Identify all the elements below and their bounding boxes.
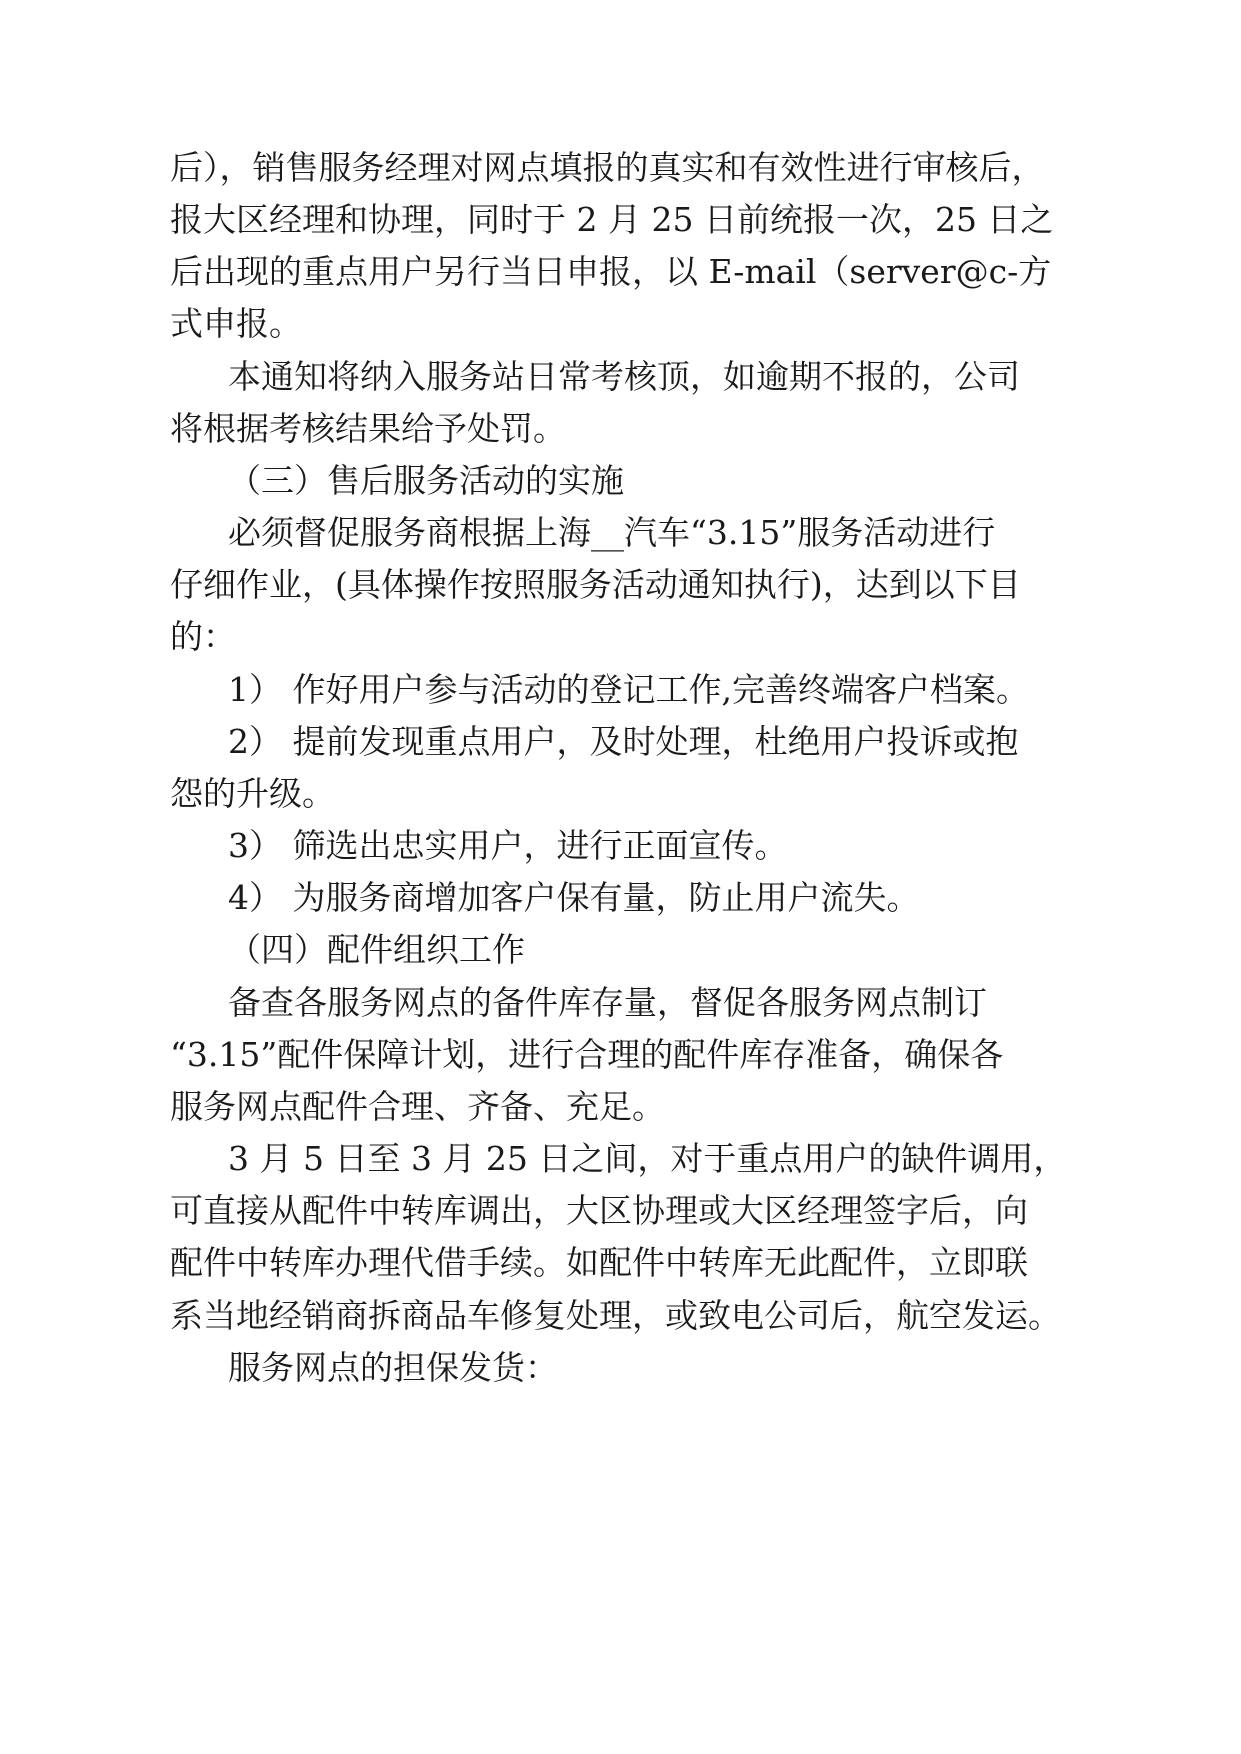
text-line xyxy=(0,1185,1241,1237)
line-text: 服务网点配件合理、齐备、充足。 xyxy=(170,1087,665,1126)
line-text: 系当地经销商拆商品车修复处理，或致电公司后，航空发运。 xyxy=(170,1296,1061,1335)
text-line xyxy=(0,1133,1241,1185)
line-text: 3 月 5 日至 3 月 25 日之间，对于重点用户的缺件调用， xyxy=(228,1139,1067,1178)
list-item xyxy=(0,664,1241,716)
line-text: 的： xyxy=(170,617,236,656)
line-text: （四）配件组织工作 xyxy=(228,930,525,969)
text-line xyxy=(0,1081,1241,1133)
line-text: 报大区经理和协理，同时于 2 月 25 日前统报一次，25 日之 xyxy=(170,200,1054,239)
line-text: 1） 作好用户参与活动的登记工作,完善终端客户档案。 xyxy=(228,670,1029,709)
text-line xyxy=(0,611,1241,663)
line-text: 仔细作业，(具体操作按照服务活动通知执行)，达到以下目 xyxy=(170,565,1021,604)
list-item xyxy=(0,716,1241,768)
text-line xyxy=(0,768,1241,820)
line-text: 配件中转库办理代借手续。如配件中转库无此配件，立即联 xyxy=(170,1243,1028,1282)
line-text: 3） 筛选出忠实用户，进行正面宣传。 xyxy=(228,826,788,865)
text-line xyxy=(0,194,1241,246)
line-text: 必须督促服务商根据上海__汽车“3.15”服务活动进行 xyxy=(228,513,996,552)
list-item xyxy=(0,872,1241,924)
list-item xyxy=(0,820,1241,872)
line-text: 将根据考核结果给予处罚。 xyxy=(170,409,566,448)
text-line xyxy=(0,298,1241,350)
text-line xyxy=(0,403,1241,455)
line-text: 式申报。 xyxy=(170,304,302,343)
section-heading xyxy=(0,924,1241,976)
text-line xyxy=(0,1029,1241,1081)
text-line xyxy=(0,351,1241,403)
text-line xyxy=(0,1290,1241,1342)
line-text: 服务网点的担保发货： xyxy=(228,1348,558,1387)
line-text: 2） 提前发现重点用户，及时处理，杜绝用户投诉或抱 xyxy=(228,722,1019,761)
text-line xyxy=(0,246,1241,298)
text-line xyxy=(0,142,1241,194)
line-text: 本通知将纳入服务站日常考核顶，如逾期不报的，公司 xyxy=(228,357,1020,396)
line-text: （三）售后服务活动的实施 xyxy=(228,461,624,500)
line-text: 怨的升级。 xyxy=(170,774,335,813)
line-text: “3.15”配件保障计划，进行合理的配件库存准备，确保各 xyxy=(170,1035,1004,1074)
text-line xyxy=(0,977,1241,1029)
line-text: 后），销售服务经理对网点填报的真实和有效性进行审核后， xyxy=(170,148,1045,187)
section-heading xyxy=(0,455,1241,507)
line-text: 后出现的重点用户另行当日申报，以 E-mail（server@c-方 xyxy=(170,252,1052,291)
text-line xyxy=(0,1342,1241,1394)
line-text: 备查各服务网点的备件库存量，督促各服务网点制订 xyxy=(228,983,987,1022)
text-line xyxy=(0,559,1241,611)
line-text: 可直接从配件中转库调出，大区协理或大区经理签字后，向 xyxy=(170,1191,1028,1230)
text-line xyxy=(0,507,1241,559)
text-line xyxy=(0,1237,1241,1289)
line-text: 4） 为服务商增加客户保有量，防止用户流失。 xyxy=(228,878,920,917)
